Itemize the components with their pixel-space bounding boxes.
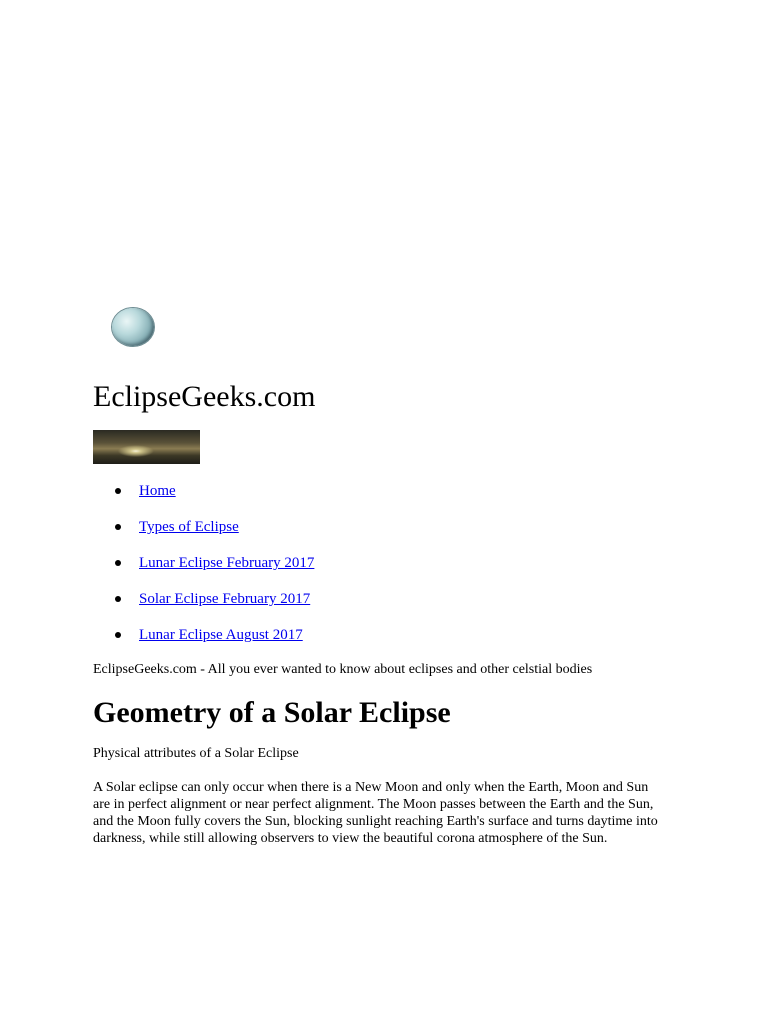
- bullet-icon: [115, 596, 121, 602]
- nav-link-home[interactable]: Home: [139, 483, 176, 499]
- page-title: Geometry of a Solar Eclipse: [93, 696, 451, 729]
- nav-link-solar-eclipse-feb-2017[interactable]: Solar Eclipse February 2017: [139, 591, 311, 607]
- nav-item-solar-eclipse-feb-2017: [93, 584, 314, 620]
- moon-icon: [112, 308, 154, 346]
- bullet-icon: [115, 560, 121, 566]
- bullet-icon: [115, 524, 121, 530]
- eclipse-banner-image: [93, 430, 200, 464]
- bullet-icon: [115, 632, 121, 638]
- nav-item-types-of-eclipse: [93, 512, 314, 548]
- main-nav: [93, 476, 314, 656]
- article-body: A Solar eclipse can only occur when there is a New Moon and only when the Earth, Moon and Sun are in perfect alignment or near perfect alignment. The Moon passes between the Earth and the Sun, and the Moon fully covers the Sun, blocking sunlight reaching Earth's surface and turns daytime into darkness, while still allowing observers to view the beautiful corona atmosphere of the Sun.: [93, 780, 658, 846]
- nav-item-home: [93, 476, 314, 512]
- nav-item-lunar-eclipse-feb-2017: [93, 548, 314, 584]
- site-tagline: EclipseGeeks.com - All you ever wanted to know about eclipses and other celstial bodies: [93, 662, 593, 677]
- nav-link-lunar-eclipse-aug-2017[interactable]: Lunar Eclipse August 2017: [139, 627, 303, 643]
- bullet-icon: [115, 488, 121, 494]
- nav-link-types-of-eclipse[interactable]: Types of Eclipse: [139, 519, 239, 535]
- nav-link-lunar-eclipse-feb-2017[interactable]: Lunar Eclipse February 2017: [139, 555, 315, 571]
- nav-item-lunar-eclipse-aug-2017: [93, 620, 314, 656]
- article-subheading: Physical attributes of a Solar Eclipse: [93, 746, 299, 761]
- site-title: EclipseGeeks.com: [93, 380, 316, 413]
